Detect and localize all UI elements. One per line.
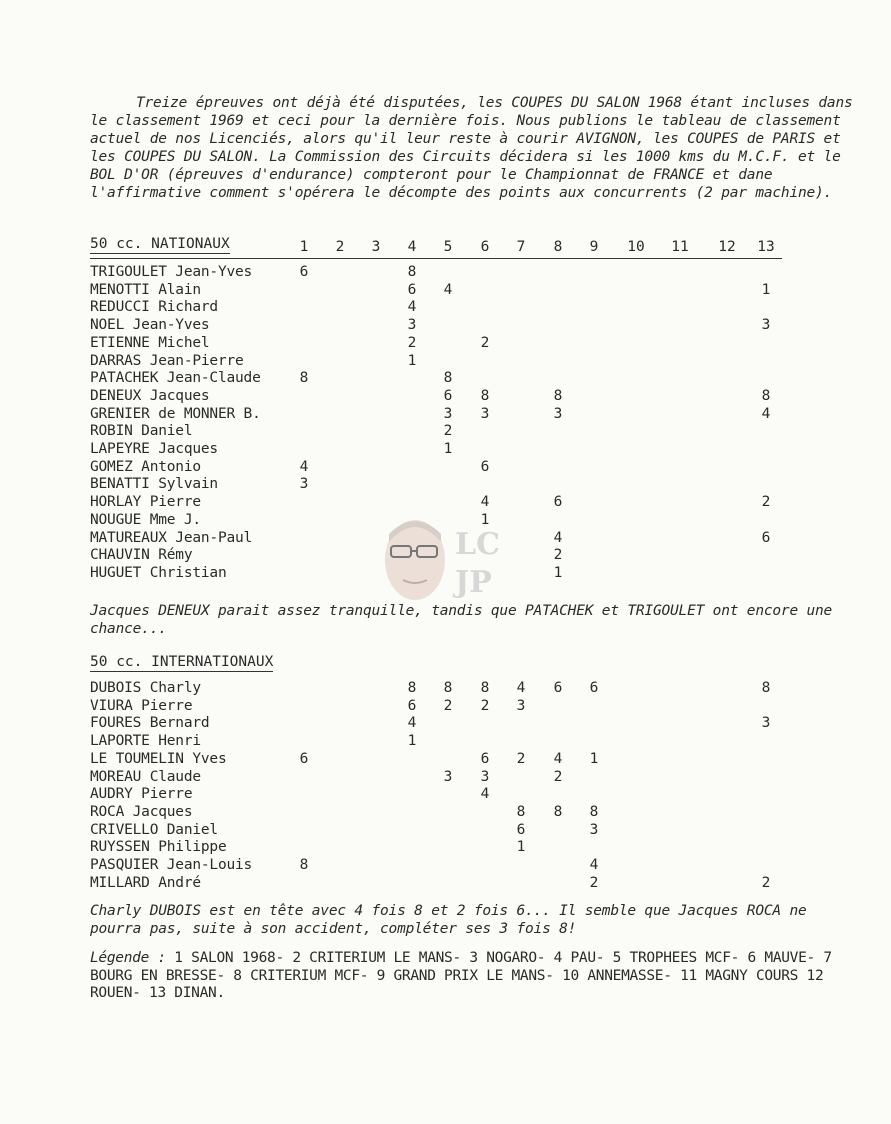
competitor-name: REDUCCI Richard xyxy=(90,299,218,316)
column-header-12: 12 xyxy=(718,239,736,255)
intro-paragraph: Treize épreuves ont déjà été disputées, les COUPES DU SALON 1968 étant incluses dans le classement 1969 et ceci pour la dernière fois. Nous publions le tableau de classement actuel de nos Licenciés, alors qu'il leur reste à courir AVIGNON, les COUPES de PARIS et les COUPES DU SALON. La Commission des Circuits décidera si les 1000 kms du M.C.F. et le BOL D'OR (épreuves d'endurance) compteront pour le Championnat de FRANCE et dane l'affirmative comment s'opérera le décompte des points aux concurrents (2 par machine). xyxy=(90,95,853,201)
competitor-name: FOURES Bernard xyxy=(90,715,210,732)
score-cell: 6 xyxy=(480,458,490,475)
score-cell: 3 xyxy=(443,405,453,422)
score-cell: 4 xyxy=(407,299,417,316)
score-cell: 8 xyxy=(299,370,309,387)
competitor-name: MATUREAUX Jean-Paul xyxy=(90,529,253,546)
score-cell: 8 xyxy=(443,370,453,387)
score-cell: 3 xyxy=(516,697,526,714)
competitor-name: DARRAS Jean-Pierre xyxy=(90,352,244,369)
score-cell: 8 xyxy=(443,680,453,696)
comment-nationaux: Jacques DENEUX parait assez tranquille, tandis que PATACHEK et TRIGOULET ont encore une chance... xyxy=(90,603,833,637)
competitor-name: VIURA Pierre xyxy=(90,697,193,714)
competitor-name: DENEUX Jacques xyxy=(90,387,210,404)
competitor-name: AUDRY Pierre xyxy=(90,786,193,803)
score-cell: 2 xyxy=(761,874,771,891)
score-cell: 3 xyxy=(589,821,599,838)
column-header-3: 3 xyxy=(371,239,381,255)
competitor-name: TRIGOULET Jean-Yves xyxy=(90,264,253,280)
score-cell: 2 xyxy=(407,334,417,351)
competitor-name: PATACHEK Jean-Claude xyxy=(90,370,261,387)
score-cell: 6 xyxy=(299,264,309,280)
score-cell: 3 xyxy=(443,768,453,785)
competitor-name: MILLARD André xyxy=(90,874,201,891)
score-cell: 4 xyxy=(480,786,490,803)
score-cell: 2 xyxy=(480,697,490,714)
column-header-13: 13 xyxy=(757,239,775,255)
competitor-name: MENOTTI Alain xyxy=(90,281,201,298)
svg-text:JP: JP xyxy=(455,565,492,600)
score-cell: 1 xyxy=(589,750,599,767)
column-header-9: 9 xyxy=(589,239,599,255)
column-header-10: 10 xyxy=(627,239,645,255)
score-cell: 4 xyxy=(480,494,490,511)
score-cell: 4 xyxy=(553,529,563,546)
competitor-name: MOREAU Claude xyxy=(90,768,201,785)
score-cell: 6 xyxy=(516,821,526,838)
score-cell: 8 xyxy=(407,264,417,280)
score-cell: 2 xyxy=(480,334,490,351)
score-cell: 6 xyxy=(761,529,771,546)
competitor-name: PASQUIER Jean-Louis xyxy=(90,857,253,873)
score-cell: 6 xyxy=(553,494,563,511)
column-header-8: 8 xyxy=(553,239,563,255)
score-cell: 6 xyxy=(299,750,309,767)
score-cell: 6 xyxy=(589,680,599,696)
score-cell: 4 xyxy=(761,405,771,422)
competitor-name: ROBIN Daniel xyxy=(90,423,193,440)
competitor-name: LAPORTE Henri xyxy=(90,733,201,750)
column-header-2: 2 xyxy=(335,239,345,255)
score-cell: 8 xyxy=(589,803,599,820)
competitor-name: DUBOIS Charly xyxy=(90,680,201,696)
score-cell: 8 xyxy=(761,387,771,404)
score-cell: 1 xyxy=(480,511,490,528)
internationaux-title: 50 cc. INTERNATIONAUX xyxy=(90,654,274,670)
legend-label: Légende : xyxy=(90,950,166,966)
score-cell: 2 xyxy=(443,697,453,714)
score-cell: 3 xyxy=(761,317,771,334)
svg-text:LC: LC xyxy=(455,527,500,562)
score-cell: 4 xyxy=(443,281,453,298)
score-cell: 3 xyxy=(299,476,309,493)
score-cell: 8 xyxy=(761,680,771,696)
comment-internationaux: Charly DUBOIS est en tête avec 4 fois 8 et 2 fois 6... Il semble que Jacques ROCA ne pourra pas, suite à son accident, compléter ses 3 fois 8! xyxy=(90,903,807,937)
score-cell: 1 xyxy=(407,733,417,750)
competitor-name: RUYSSEN Philippe xyxy=(90,839,227,856)
score-cell: 2 xyxy=(761,494,771,511)
nationaux-title: 50 cc. NATIONAUX xyxy=(90,236,230,252)
score-cell: 8 xyxy=(480,387,490,404)
competitor-name: NOEL Jean-Yves xyxy=(90,317,210,334)
score-cell: 8 xyxy=(299,857,309,873)
score-cell: 8 xyxy=(516,803,526,820)
score-cell: 8 xyxy=(407,680,417,696)
competitor-name: ROCA Jacques xyxy=(90,803,193,820)
competitor-name: CHAUVIN Rémy xyxy=(90,547,193,564)
score-cell: 8 xyxy=(553,387,563,404)
score-cell: 2 xyxy=(553,768,563,785)
score-cell: 8 xyxy=(553,803,563,820)
score-cell: 4 xyxy=(407,715,417,732)
portrait-watermark-icon xyxy=(375,512,515,612)
column-header-11: 11 xyxy=(671,239,689,255)
legend-text: 1 SALON 1968- 2 CRITERIUM LE MANS- 3 NOGARO- 4 PAU- 5 TROPHEES MCF- 6 MAUVE- 7 BOURG EN BRESSE- 8 CRITERIUM MCF- 9 GRAND PRIX LE MANS- 10 ANNEMASSE- 11 MAGNY COURS 12 ROUEN- 13 DINAN. xyxy=(90,950,832,1001)
header-rule xyxy=(90,258,782,259)
score-cell: 4 xyxy=(553,750,563,767)
score-cell: 3 xyxy=(761,715,771,732)
score-cell: 6 xyxy=(407,697,417,714)
score-cell: 1 xyxy=(553,564,563,581)
competitor-name: GRENIER de MONNER B. xyxy=(90,405,261,422)
column-header-1: 1 xyxy=(299,239,309,255)
score-cell: 4 xyxy=(589,857,599,873)
competitor-name: HORLAY Pierre xyxy=(90,494,201,511)
score-cell: 3 xyxy=(407,317,417,334)
competitor-name: BENATTI Sylvain xyxy=(90,476,218,493)
score-cell: 3 xyxy=(480,405,490,422)
score-cell: 1 xyxy=(443,441,453,457)
competitor-name: LAPEYRE Jacques xyxy=(90,441,218,457)
legend xyxy=(90,950,880,1003)
score-cell: 6 xyxy=(553,680,563,696)
competitor-name: CRIVELLO Daniel xyxy=(90,821,218,838)
score-cell: 1 xyxy=(761,281,771,298)
score-cell: 8 xyxy=(480,680,490,696)
score-cell: 3 xyxy=(553,405,563,422)
score-cell: 2 xyxy=(589,874,599,891)
score-cell: 1 xyxy=(516,839,526,856)
competitor-name: LE TOUMELIN Yves xyxy=(90,750,227,767)
score-cell: 6 xyxy=(480,750,490,767)
score-cell: 4 xyxy=(299,458,309,475)
score-cell: 1 xyxy=(407,352,417,369)
competitor-name: NOUGUE Mme J. xyxy=(90,511,201,528)
column-header-5: 5 xyxy=(443,239,453,255)
score-cell: 6 xyxy=(407,281,417,298)
column-header-7: 7 xyxy=(516,239,526,255)
column-header-6: 6 xyxy=(480,239,490,255)
score-cell: 4 xyxy=(516,680,526,696)
competitor-name: ETIENNE Michel xyxy=(90,334,210,351)
column-header-4: 4 xyxy=(407,239,417,255)
competitor-name: GOMEZ Antonio xyxy=(90,458,201,475)
score-cell: 3 xyxy=(480,768,490,785)
score-cell: 6 xyxy=(443,387,453,404)
competitor-name: HUGUET Christian xyxy=(90,564,227,581)
score-cell: 2 xyxy=(443,423,453,440)
score-cell: 2 xyxy=(553,547,563,564)
score-cell: 2 xyxy=(516,750,526,767)
